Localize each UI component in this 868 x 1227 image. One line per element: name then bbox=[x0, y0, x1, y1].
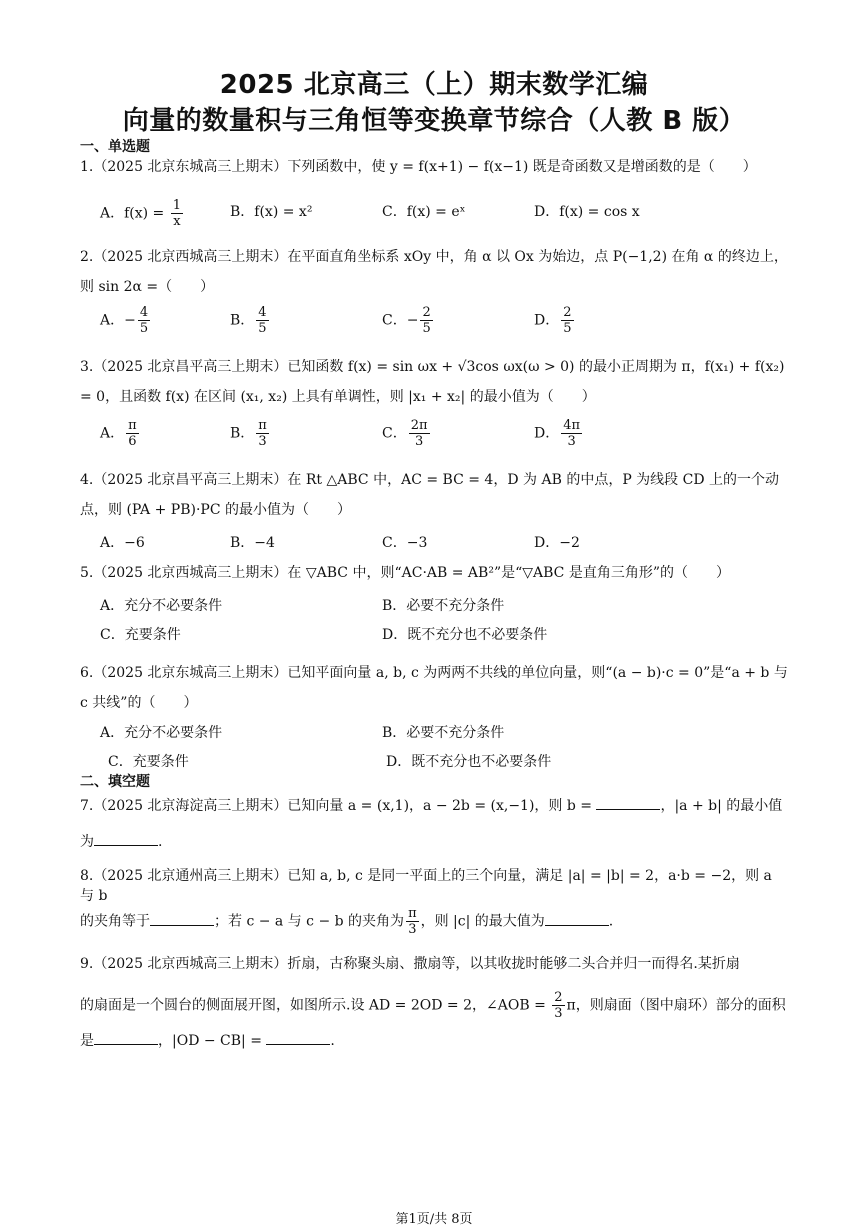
q7-text-3: 为 bbox=[80, 834, 94, 850]
q1-option-a-text: A．f(x) = bbox=[100, 205, 169, 222]
q8-text-2b: ；若 c − a 与 c − b 的夹角为 bbox=[214, 913, 405, 930]
q4-option-a: A．−6 bbox=[100, 535, 145, 551]
q4-option-d: D．−2 bbox=[534, 535, 580, 551]
question-7-line1 bbox=[80, 795, 790, 816]
question-9-line2 bbox=[80, 990, 790, 1021]
question-9-line1: 9.（2025 北京西城高三上期末）折扇，古称聚头扇、撒扇等，以其收拢时能够二头合并归一而得名.某折扇 bbox=[80, 956, 740, 972]
q2-option-d bbox=[534, 305, 576, 336]
q5-option-b: B．必要不充分条件 bbox=[382, 598, 505, 614]
q3-option-d bbox=[534, 418, 584, 449]
q9-text-3a: 是 bbox=[80, 1033, 94, 1049]
question-8-line2: 的夹角等于 ；若 c − a 与 c − b 的夹角为 $\frac{\pi}{3}$ ，则 |c| 的最大值为 . bbox=[80, 906, 614, 937]
q2-b-num: 4 bbox=[258, 305, 267, 320]
q2-a-num: 4 bbox=[139, 305, 149, 320]
q3-d-den: 3 bbox=[567, 434, 576, 449]
q8-blank-2[interactable] bbox=[545, 911, 609, 926]
q9-text-2a: 的扇面是一个圆台的侧面展开图，如图所示.设 AD = 2OD = 2，∠AOB = bbox=[80, 997, 551, 1014]
page-footer: 第1页/共 8页 bbox=[395, 1212, 473, 1227]
q3-option-c bbox=[382, 418, 432, 449]
q6-option-d: D．既不充分也不必要条件 bbox=[386, 754, 552, 770]
q3-c-den: 3 bbox=[414, 434, 424, 449]
q1-option-d: D．f(x) = cos x bbox=[534, 204, 640, 220]
q3-c-text: C． bbox=[382, 425, 407, 442]
section-single-choice: 一、单选题 bbox=[80, 139, 150, 155]
question-6-stem: 6.（2025 北京东城高三上期末）已知平面向量 a, b, c 为两两不共线的单位向量，则“(a − b)·c = 0”是“a + b 与 c 共线”的（ ） bbox=[80, 665, 788, 711]
q2-a-den: 5 bbox=[139, 321, 149, 336]
q9-text-2b: π，则扇面（图中扇环）部分的面积 bbox=[566, 997, 786, 1014]
q1-a-numerator: 1 bbox=[172, 198, 182, 213]
q1-option-a bbox=[100, 198, 185, 229]
q4-option-c: C．−3 bbox=[382, 535, 428, 551]
q2-c-num: 2 bbox=[422, 305, 431, 320]
q2-option-b bbox=[230, 305, 271, 336]
q3-a-den: 6 bbox=[128, 434, 137, 449]
q5-option-d: D．既不充分也不必要条件 bbox=[382, 627, 548, 643]
question-1-stem: 1.（2025 北京东城高三上期末）下列函数中，使 y = f(x+1) − f(x−1) 既是奇函数又是增函数的是（ ） bbox=[80, 159, 757, 175]
q2-option-a bbox=[100, 305, 152, 336]
q5-option-c: C．充要条件 bbox=[100, 627, 181, 643]
section-fill-in: 二、填空题 bbox=[80, 774, 150, 790]
q3-b-text: B． bbox=[230, 425, 255, 442]
q9-blank-2[interactable] bbox=[266, 1030, 330, 1045]
q8-text-2c: ，则 |c| 的最大值为 bbox=[420, 913, 545, 930]
q8-text-2a: 的夹角等于 bbox=[80, 913, 150, 930]
q7-text-1: 7.（2025 北京海淀高三上期末）已知向量 a = (x,1)，a − 2b = (x,−1)，则 b = bbox=[80, 798, 597, 814]
q3-a-num: π bbox=[128, 418, 137, 433]
q2-b-text: B． bbox=[230, 312, 255, 329]
question-9-line3: 是 ，|OD − CB| = . bbox=[80, 1030, 790, 1051]
q2-b-den: 5 bbox=[258, 321, 267, 336]
question-5-stem: 5.（2025 北京西城高三上期末）在 ▽ABC 中，则“AC·AB = AB²”是“▽ABC 是直角三角形”的（ ） bbox=[80, 565, 731, 581]
q3-d-num: 4π bbox=[563, 418, 581, 433]
q7-text-2: ，|a + b| 的最小值 bbox=[660, 798, 783, 814]
q8-frac-num: π bbox=[408, 906, 417, 921]
q7-blank-2[interactable] bbox=[94, 831, 158, 846]
doc-title-line2: 向量的数量积与三角恒等变换章节综合（人教 B 版） bbox=[122, 106, 746, 136]
doc-title-line1: 2025 北京高三（上）期末数学汇编 bbox=[219, 70, 649, 100]
q3-b-num: π bbox=[258, 418, 267, 433]
q4-option-b: B．−4 bbox=[230, 535, 275, 551]
q8-frac-den: 3 bbox=[408, 922, 417, 937]
question-8-line1: 8.（2025 北京通州高三上期末）已知 a, b, c 是同一平面上的三个向量，满足 |a| = |b| = 2，a·b = −2，则 a 与 b bbox=[80, 868, 772, 904]
question-3-stem: 3.（2025 北京昌平高三上期末）已知函数 f(x) = sin ωx + √3cos ωx(ω > 0) 的最小正周期为 π，f(x₁) + f(x₂) = 0，且函数 f(x) 在区间 (x₁, x₂) 上具有单调性，则 |x₁ + x₂| 的最小值为（ ） bbox=[80, 359, 785, 405]
q2-d-den: 5 bbox=[563, 321, 572, 336]
q3-b-den: 3 bbox=[258, 434, 267, 449]
q6-option-a: A．充分不必要条件 bbox=[100, 725, 223, 741]
q7-blank-1[interactable] bbox=[596, 795, 660, 810]
q5-option-a: A．充分不必要条件 bbox=[100, 598, 223, 614]
q9-text-3b: ，|OD − CB| = bbox=[158, 1033, 267, 1049]
question-7-line2: 为 . bbox=[80, 831, 790, 852]
question-2-stem: 2.（2025 北京西城高三上期末）在平面直角坐标系 xOy 中，角 α 以 Ox 为始边，点 P(−1,2) 在角 α 的终边上，则 sin 2α =（ ） bbox=[80, 249, 788, 295]
q1-option-c: C．f(x) = eˣ bbox=[382, 204, 466, 220]
q8-blank-1[interactable] bbox=[150, 911, 214, 926]
q9-blank-1[interactable] bbox=[94, 1030, 158, 1045]
q2-c-text: C．− bbox=[382, 312, 419, 329]
q6-option-c: C．充要条件 bbox=[108, 754, 189, 770]
q3-c-num: 2π bbox=[410, 418, 428, 433]
q6-option-b: B．必要不充分条件 bbox=[382, 725, 505, 741]
q1-a-denominator: x bbox=[173, 214, 181, 229]
q3-d-text: D． bbox=[534, 425, 560, 442]
q2-a-text: A．− bbox=[100, 312, 136, 329]
q2-option-c bbox=[382, 305, 435, 336]
q2-d-num: 2 bbox=[563, 305, 572, 320]
q3-a-text: A． bbox=[100, 425, 125, 442]
q2-d-text: D． bbox=[534, 312, 560, 329]
q3-option-b bbox=[230, 418, 271, 449]
q2-c-den: 5 bbox=[422, 321, 431, 336]
question-4-stem: 4.（2025 北京昌平高三上期末）在 Rt △ABC 中，AC = BC = 4，D 为 AB 的中点，P 为线段 CD 上的一个动点，则 (PA + PB)·PC 的最小值为（ ） bbox=[80, 472, 780, 518]
q3-option-a bbox=[100, 418, 141, 449]
q9-frac-num: 2 bbox=[554, 990, 563, 1005]
q1-option-b: B．f(x) = x² bbox=[230, 204, 313, 220]
q9-frac-den: 3 bbox=[554, 1006, 563, 1021]
